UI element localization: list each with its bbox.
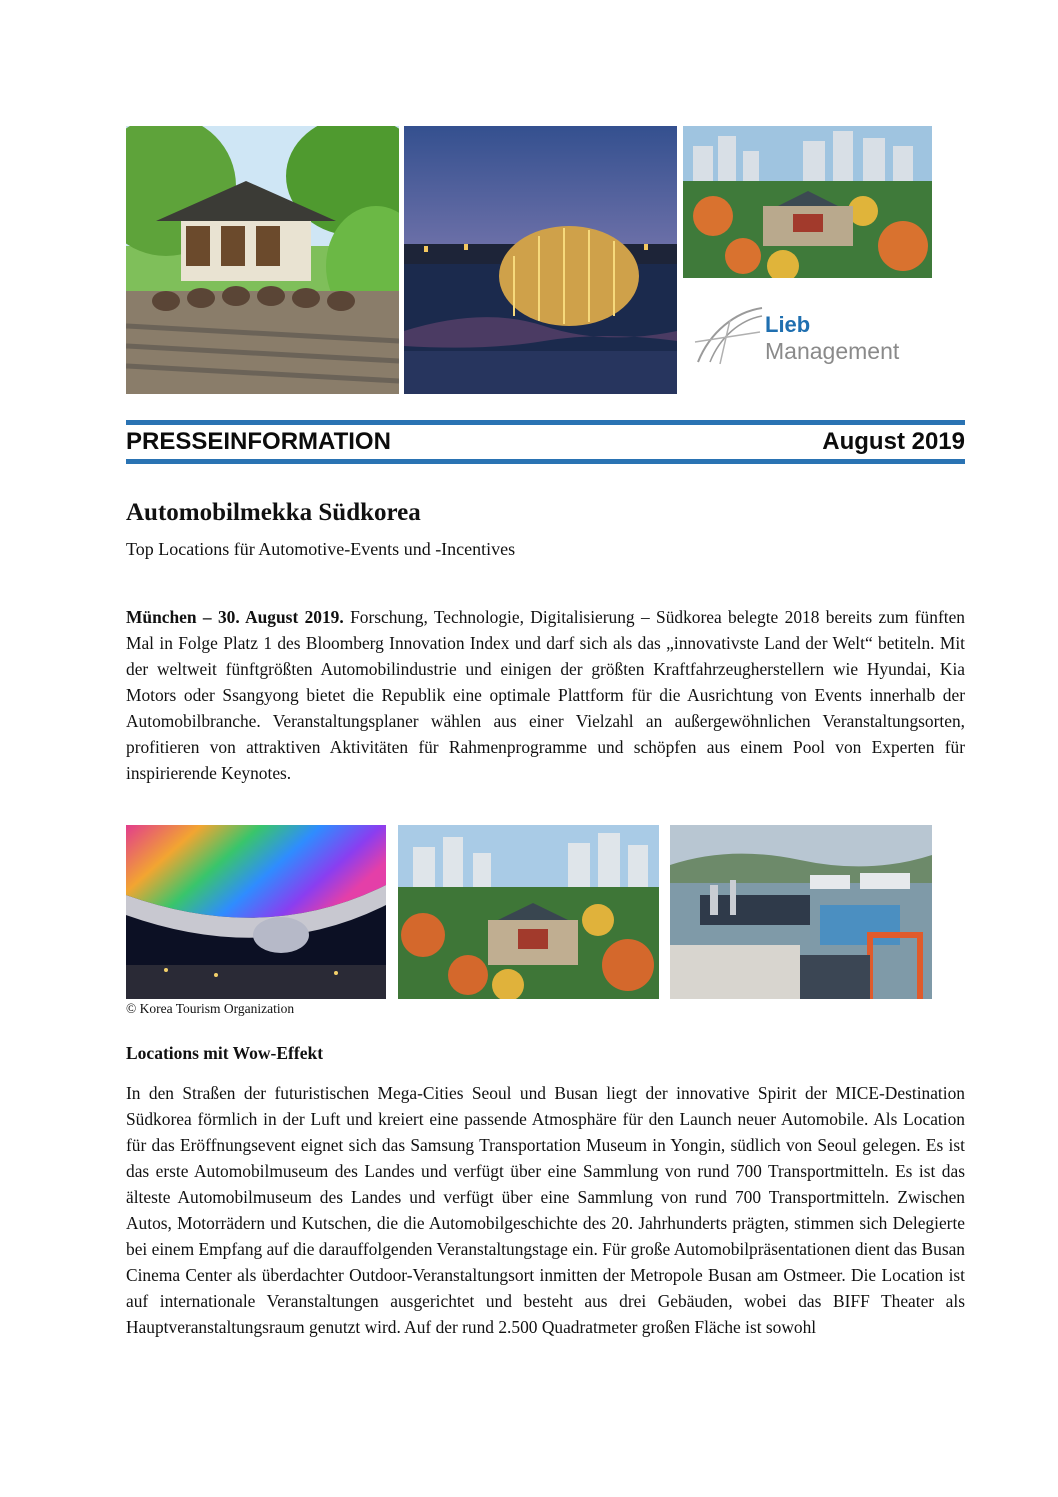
photo-floating-island-night [404, 126, 677, 394]
section-heading: Locations mit Wow-Effekt [126, 1043, 324, 1063]
body-paragraph: In den Straßen der futuristischen Mega-Cities Seoul und Busan liegt der innovative Spirit der MICE-Destination Südkorea förmlich in der Luft und kreiert eine passende Atmosphäre für den Launch neuer Automobile. Als Location für das Eröffnungsevent eignet sich das Samsung Transportation Museum in Yongin, südlich von Seoul gelegen. Es ist das erste Automobilmuseum des Landes und verfügt über eine Sammlung von rund 700 Transportmitteln. Es ist das älteste Automobilmuseum des Landes und verfügt über eine Sammlung von rund 700 Transportmitteln. Zwischen Autos, Motorrädern und Kutschen, die die Automobilgeschichte des 20. Jahrhunderts prägten, stimmen sich Delegierte bei einem Empfang auf die darauffolgenden Veranstaltungstage ein. Für große Automobilpräsentationen dient das Busan Cinema Center als überdachter Outdoor-Veranstaltungsort inmitten der Metropole Busan am Ostmeer. Die Location ist auf internationale Veranstaltungen ausgerichtet und besteht aus drei Gebäuden, wobei das BIFF Theater als Hauptveranstaltungsraum genutzt wird. Auf der rund 2.500 Quadratmeter großen Fläche ist sowohl [126, 1083, 965, 1337]
press-label: PRESSEINFORMATION [126, 428, 391, 455]
intro-text: Forschung, Technologie, Digitalisierung – Südkorea belegte 2018 bereits zum fünften Mal in Folge Platz 1 des Bloomberg Innovation Index und darf sich als das „innovativste Land der Welt“ betiteln. Mit der weltweit fünftgrößten Automobilindustrie und einigen der größten Kraftfahrzeugherstellern wie Hyundai, Kia Motors oder Ssangyong bietet die Republik eine optimale Plattform für die Ausrichtung von Events innerhalb der Automobilbranche. Veranstaltungsplaner wählen aus einer Vielzahl an außergewöhnlichen Veranstaltungsorten, profitieren von attraktiven Aktivitäten für Rahmenprogramme und schöpfen aus einem Pool von Experten für inspirierende Keynotes. [126, 607, 965, 783]
press-date: August 2019 [822, 428, 965, 455]
photo-palace-city [683, 126, 932, 278]
photo-light-canopy [126, 825, 386, 999]
photo-credit: © Korea Tourism Organization [126, 1001, 295, 1016]
logo-text-management: Management [765, 338, 900, 364]
page-title: Automobilmekka Südkorea [126, 499, 421, 526]
logo-text-lieb: Lieb [765, 312, 811, 337]
photo-palace-autumn [398, 825, 659, 999]
header-rule-top [126, 420, 965, 425]
photo-hanok-house [126, 126, 399, 394]
intro-lead: München – 30. August 2019. [126, 607, 344, 627]
page-subtitle: Top Locations für Automotive-Events und -Incentives [126, 539, 516, 559]
logo-mark-icon [690, 302, 765, 368]
photo-shipyard [670, 825, 932, 999]
lieb-management-logo [690, 300, 940, 370]
header-rule-bottom [126, 459, 965, 464]
intro-paragraph [126, 604, 965, 786]
